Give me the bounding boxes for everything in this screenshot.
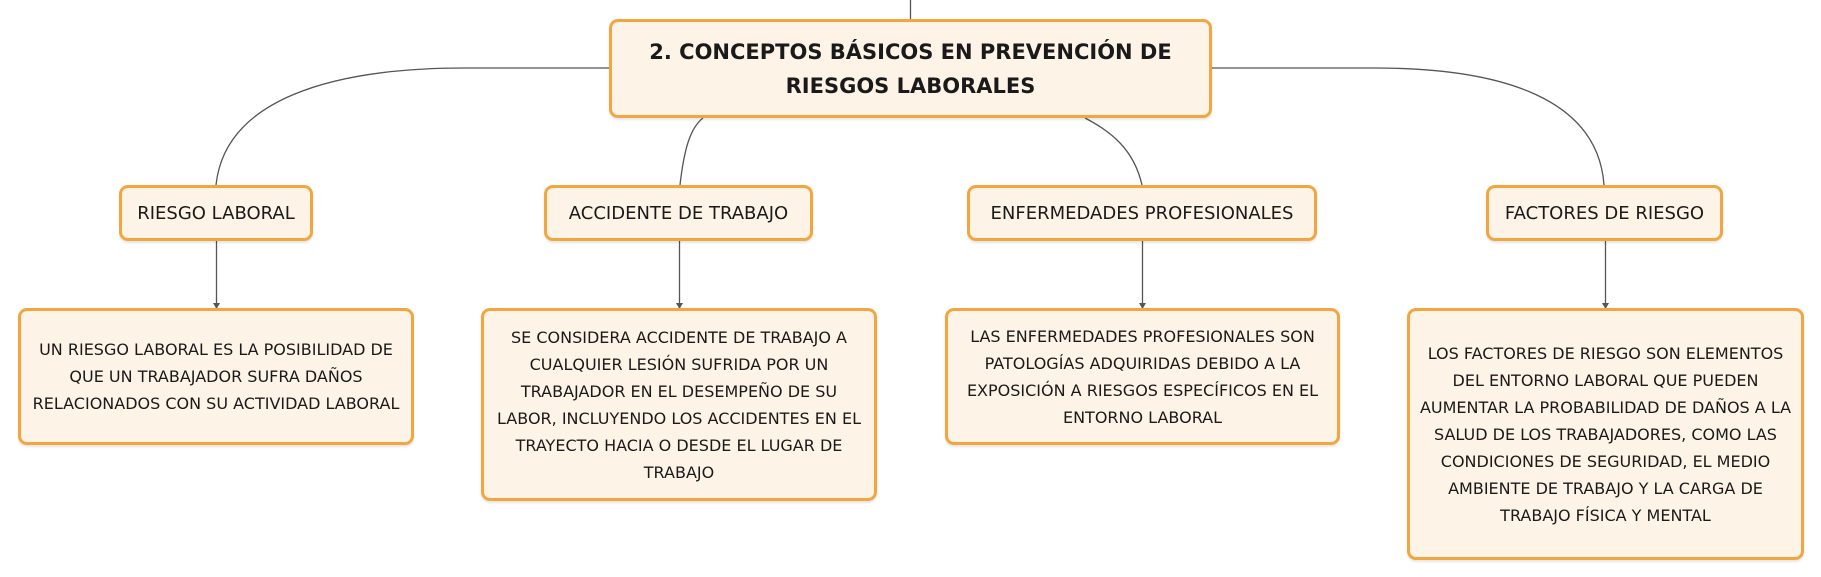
subtopic-text: LOS FACTORES DE RIESGO SON ELEMENTOS DEL ENTORNO LABORAL QUE PUEDEN AUMENTAR LA PROBABILIDAD DE DAÑOS A LA SALUD DE LOS TRABAJADORES, COMO LAS CONDICIONES DE SEGURIDAD, EL MEDIO AMBIENTE DE TRABAJO Y LA CARGA DE TRABAJO FÍSICA Y MENTAL: [1419, 343, 1792, 525]
topic-accidente-de-trabajo[interactable]: [544, 185, 813, 241]
root-topic-title: 2. CONCEPTOS BÁSICOS EN PREVENCIÓN DE RIESGOS LABORALES: [649, 39, 1172, 98]
topic-enfermedades-profesionales[interactable]: [967, 185, 1317, 241]
subtopic-text: UN RIESGO LABORAL ES LA POSIBILIDAD DE QUE UN TRABAJADOR SUFRA DAÑOS RELACIONADOS CON SU ACTIVIDAD LABORAL: [32, 340, 400, 413]
topic-factores-de-riesgo[interactable]: [1486, 185, 1723, 241]
subtopic-riesgo-laboral-definition[interactable]: [18, 308, 414, 445]
topic-riesgo-laboral[interactable]: [119, 185, 313, 241]
connector-root-accidente: [680, 118, 703, 185]
connector-root-enfermedades: [1085, 118, 1142, 185]
topic-label: ACCIDENTE DE TRABAJO: [568, 202, 789, 224]
connector-root-factores: [1212, 68, 1604, 185]
subtopic-enfermedades-profesionales-definition[interactable]: [945, 308, 1340, 445]
subtopic-factores-de-riesgo-definition[interactable]: [1407, 308, 1804, 560]
connector-root-riesgo: [216, 68, 609, 185]
topic-label: RIESGO LABORAL: [137, 202, 295, 224]
subtopic-text: LAS ENFERMEDADES PROFESIONALES SON PATOLOGÍAS ADQUIRIDAS DEBIDO A LA EXPOSICIÓN A RIESGOS ESPECÍFICOS EN EL ENTORNO LABORAL: [966, 326, 1319, 427]
topic-label: FACTORES DE RIESGO: [1504, 202, 1705, 224]
subtopic-accidente-de-trabajo-definition[interactable]: [481, 308, 877, 501]
subtopic-text: SE CONSIDERA ACCIDENTE DE TRABAJO A CUALQUIER LESIÓN SUFRIDA POR UN TRABAJADOR EN EL DESEMPEÑO DE SU LABOR, INCLUYENDO LOS ACCIDENTES EN EL TRAYECTO HACIA O DESDE EL LUGAR DE TRABAJO: [497, 327, 861, 482]
root-topic-node[interactable]: [609, 19, 1212, 118]
topic-label: ENFERMEDADES PROFESIONALES: [990, 202, 1294, 224]
